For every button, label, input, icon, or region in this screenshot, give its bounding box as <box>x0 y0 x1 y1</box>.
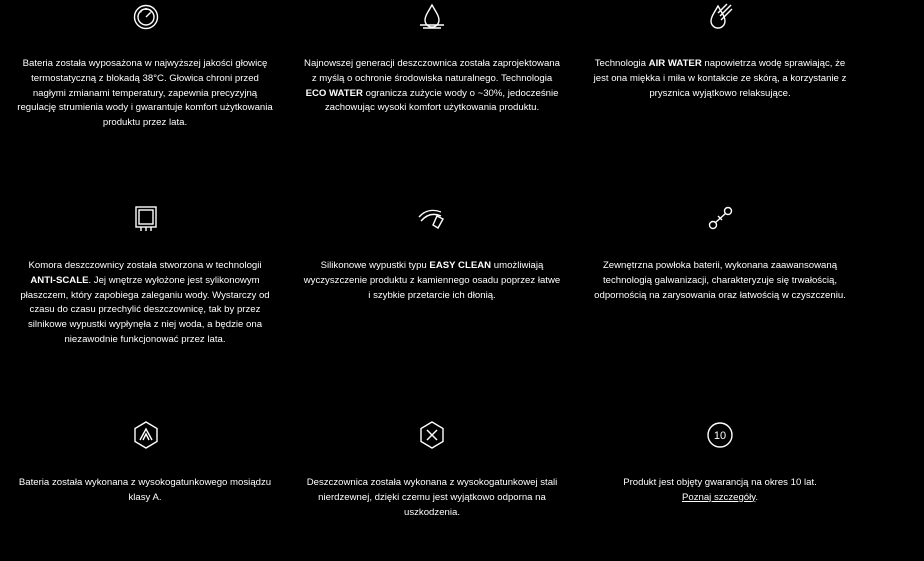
warranty-10-icon <box>705 420 735 450</box>
feature-text-anti-scale: Komora deszczownicy została stworzona w technologii ANTI-SCALE. Jej wnętrze wyłożone jest sylikonowym płaszczem, który zapobiega zaleganiu wody. Wystarczy od czasu do czasu przechylić deszczownicę, tak by przez silnikowe wypustki wypłynęła z niej woda, a będzie ona niezawodnie funkcjonować przez lata. <box>20 260 270 345</box>
feature-text-warranty: Produkt jest objęty gwarancją na okres 10 lat. Poznaj szczegóły. <box>623 477 817 503</box>
brass-hexagon-icon <box>131 420 161 450</box>
feature-text-easy-clean: Silikonowe wypustki typu EASY CLEAN umożliwiają wyczyszczenie produktu z kamiennego osadu poprzez łatwe i szybkie przetarcie ich dłonią. <box>303 260 561 301</box>
thermometer-dial-icon <box>131 2 161 32</box>
feature-text-galvanized: Zewnętrzna powłoka baterii, wykonana zaawansowaną technologią galwanizacji, charakteryzuje się trwałością, odpornością na zarysowania oraz łatwością w czyszczeniu. <box>594 260 846 301</box>
feature-text-stainless-steel: Deszczownica została wykonana z wysokogatunkowej stali nierdzewnej, dzięki czemu jest wyjątkowo odporna na uszkodzenia. <box>306 477 558 518</box>
galvanized-coating-icon <box>705 203 735 233</box>
feature-text-air-water: Technologia AIR WATER napowietrza wodę sprawiając, że jest ona miękka i miła w kontakcie ze skórą, a korzystanie z prysznica wyjątkowo relaksujące. <box>593 58 847 99</box>
water-drop-icon <box>417 2 447 32</box>
feature-text-eco-water: Najnowszej generacji deszczownica została zaprojektowana z myślą o ochronie środowiska naturalnego. Technologia ECO WATER ogranicza zużycie wody o ~30%, jedocześnie zachowując wysoki komfort użytkowania produktu. <box>304 58 560 114</box>
feature-text-thermostatic-head: Bateria została wyposażona w najwyższej jakości głowicę termostatyczną z blokadą 38°C. Głowica chroni przed nagłymi zmianami temperatury, zapewnia precyzyjną regulację strumienia wody i gwarantuje komfort użytkowania produktu przez lata. <box>17 58 273 129</box>
air-water-label: AIR WATER <box>648 58 702 69</box>
shower-chamber-icon <box>131 203 161 233</box>
warranty-icon-number: 10 <box>713 430 727 442</box>
easy-clean-wipe-icon <box>417 203 447 233</box>
easy-clean-label: EASY CLEAN <box>429 260 492 271</box>
eco-water-label: ECO WATER <box>305 87 363 99</box>
warranty-details-link[interactable]: Poznaj szczegóły <box>681 491 756 503</box>
air-water-drop-icon <box>705 2 735 32</box>
anti-scale-label: ANTI-SCALE <box>30 274 89 286</box>
stainless-steel-hexagon-icon <box>417 420 447 450</box>
feature-text-brass: Bateria została wykonana z wysokogatunkowego mosiądzu klasy A. <box>18 477 272 503</box>
